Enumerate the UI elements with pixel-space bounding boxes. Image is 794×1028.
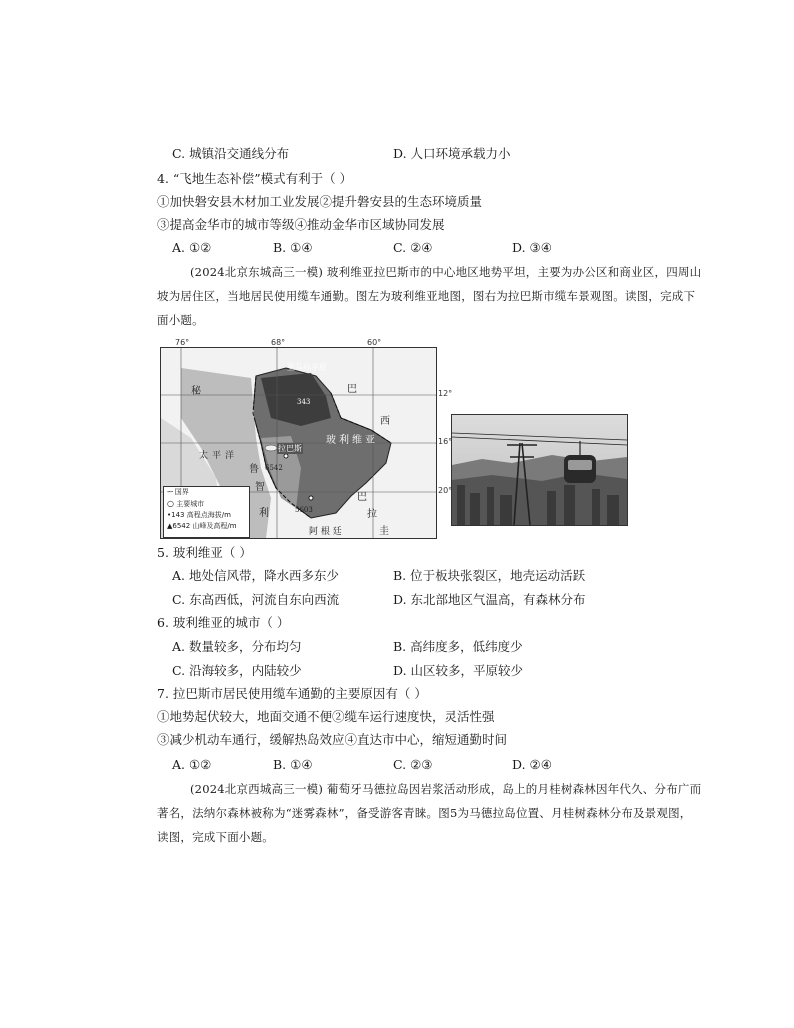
q7-option-c: C. ②③	[393, 757, 433, 772]
q4-statement-1: ①加快磐安县木材加工业发展②提升磐安县的生态环境质量	[157, 194, 483, 209]
lat-tick-16: 16°	[438, 437, 453, 446]
map-elev-5603: 5603	[295, 506, 313, 514]
q7-statement-2: ③减少机动车通行，缓解热岛效应④直达市中心，缩短通勤时间	[157, 732, 508, 747]
legend-peak: ▲6542 山峰及高程/m	[167, 522, 237, 530]
intro1-line1: (2024北京东城高三一模) 玻利维亚拉巴斯市的中心地区地势平坦，主要为办公区和商业区，四周山	[190, 265, 702, 279]
lat-tick-20: 20°	[438, 486, 453, 495]
map-label-paraguay-2: 拉	[367, 509, 377, 520]
intro2-line2: 著名，法纳尔森林被称为“迷雾森林”，备受游客青睐。图5为马德拉岛位置、月桂树森林分布及景观图，	[157, 806, 692, 820]
q3-option-d: D. 人口环境承载力小	[393, 146, 511, 161]
q5-option-a: A. 地处信风带，降水西多东少	[172, 568, 339, 583]
lon-tick-76: 76°	[175, 338, 190, 347]
lat-tick-12: 12°	[438, 389, 453, 398]
map-label-brazil-2: 西	[380, 416, 390, 427]
legend-city: ○ 主要城市	[167, 499, 205, 508]
intro1-line2: 坡为居住区，当地居民使用缆车通勤。图左为玻利维亚地图，图右为拉巴斯市缆车景观图。读图，完成下	[157, 289, 696, 303]
map-label-bolivia: 玻利维亚	[326, 435, 378, 446]
q7-option-d: D. ②④	[512, 757, 552, 772]
map-label-chile-1: 智	[255, 482, 265, 493]
q4-option-c: C. ②④	[393, 240, 433, 255]
q6-option-a: A. 数量较多，分布均匀	[172, 639, 302, 654]
intro1-line3: 面小题。	[157, 313, 204, 327]
map-legend	[163, 486, 250, 538]
q4-statement-2: ③提高金华市的城市等级④推动金华市区域协同发展	[157, 217, 445, 232]
q6-option-d: D. 山区较多，平原较少	[393, 663, 524, 678]
map-label-chile-2: 利	[259, 508, 269, 519]
city-la-paz	[284, 454, 288, 458]
q7-option-a: A. ①②	[172, 757, 212, 772]
q5-option-b: B. 位于板块张裂区，地壳运动活跃	[393, 568, 586, 583]
lake-titicaca	[265, 445, 277, 451]
q7-stem: 7. 拉巴斯市居民使用缆车通勤的主要原因有（ ）	[157, 686, 427, 701]
q4-stem: 4. “飞地生态补偿”模式有利于（ ）	[157, 171, 353, 186]
lon-tick-60: 60°	[367, 338, 382, 347]
intro2-line3: 读图，完成下面小题。	[157, 830, 274, 844]
map-label-paraguay-3: 圭	[379, 526, 389, 537]
q5-option-c: C. 东高西低，河流自东向西流	[172, 592, 340, 607]
map-label-brazil-1: 巴	[347, 384, 357, 395]
map-label-peru-2: 鲁	[249, 464, 259, 475]
q4-option-a: A. ①②	[172, 240, 212, 255]
intro2-line1: (2024北京西城高三一模) 葡萄牙马德拉岛因岩浆活动形成，岛上的月桂树森林因年代久、分布广而	[190, 782, 702, 796]
q7-statement-1: ①地势起伏较大，地面交通不便②缆车运行速度快，灵活性强	[157, 709, 495, 724]
cable-car-graphic	[452, 415, 627, 525]
bolivia-map	[160, 347, 437, 539]
q6-option-c: C. 沿海较多，内陆较少	[172, 663, 302, 678]
q3-option-c: C. 城镇沿交通线分布	[172, 146, 290, 161]
map-label-argentina: 阿 根 廷	[309, 527, 342, 537]
photo-gondola-window	[568, 460, 592, 470]
map-elev-343: 343	[297, 398, 311, 406]
lon-tick-68: 68°	[271, 338, 286, 347]
cable-car-photo	[451, 414, 628, 526]
q4-option-d: D. ③④	[512, 240, 552, 255]
map-elev-6542: 6542	[265, 464, 283, 472]
map-label-peru-1: 秘	[191, 386, 201, 397]
legend-elev-point: •143 高程点海拔/m	[167, 511, 231, 519]
q7-option-b: B. ①④	[273, 757, 313, 772]
q6-option-b: B. 高纬度多，低纬度少	[393, 639, 523, 654]
legend-border: -·-· 国界	[167, 488, 189, 496]
map-label-paraguay-1: 巴	[357, 492, 367, 503]
q5-stem: 5. 玻利维亚（ ）	[157, 545, 252, 560]
map-label-la-paz: 拉巴斯	[278, 444, 302, 453]
q5-option-d: D. 东北部地区气温高，有森林分布	[393, 592, 586, 607]
map-label-pacific: 太平洋	[199, 451, 239, 461]
city-south	[309, 496, 313, 500]
q4-option-b: B. ①④	[273, 240, 313, 255]
q6-stem: 6. 玻利维亚的城市（ ）	[157, 615, 290, 630]
map-label-amazon-plain: 亚马孙平原	[287, 363, 327, 372]
